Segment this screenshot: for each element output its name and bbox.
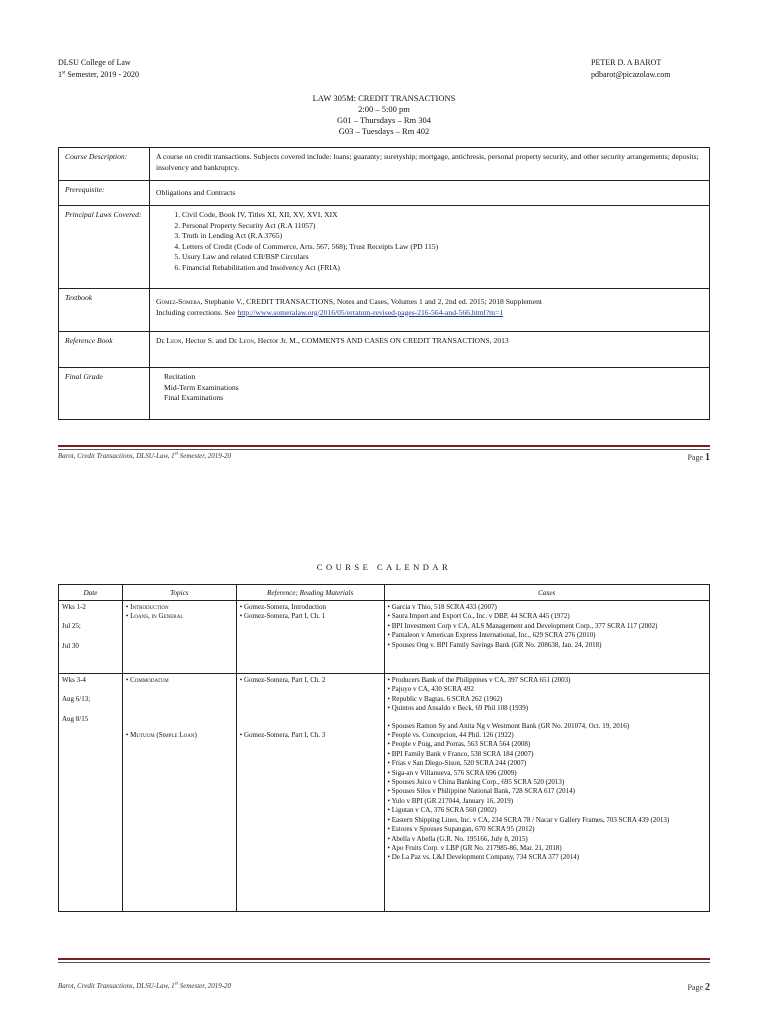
col-header-cases: Cases [384, 585, 709, 601]
case-item: • Yulo v BPI (GR 217044, January 16, 2019) [388, 797, 706, 806]
case-item: • BPI Investment Corp v CA, ALS Management and Development Corp., 377 SCRA 117 (2002) [388, 622, 706, 631]
case-item: • De La Paz vs. L&J Development Company, 734 SCRA 377 (2014) [388, 853, 706, 862]
reference-cell [236, 601, 384, 674]
professor-name: PETER D. A BAROT [591, 58, 662, 67]
cases-cell [384, 674, 709, 912]
grade-item: Recitation [164, 372, 196, 381]
textbook-link[interactable]: http://www.someralaw.org/2016/05/erratum-revised-pages-216-564-and-566.html?m=1 [237, 307, 504, 317]
reference-cell [236, 674, 384, 912]
description-label: Course Description: [59, 148, 150, 181]
case-item: • Pajuyo v CA, 430 SCRA 492 [388, 685, 706, 694]
case-item: • People vs. Concepcion, 44 Phil. 126 (1922) [388, 731, 706, 740]
page-number: Page 2 [687, 982, 710, 993]
course-info-table [58, 147, 710, 420]
case-item: • Ligutan v CA, 376 SCRA 560 (2002) [388, 806, 706, 815]
case-item: • Estores v Spouses Supangan, 670 SCRA 95 (2012) [388, 825, 706, 834]
footer-rule [58, 958, 710, 960]
grade-items [150, 368, 710, 420]
reference-row [59, 332, 710, 368]
prerequisite-row [59, 181, 710, 206]
laws-label: Principal Laws Covered: [59, 206, 150, 289]
school-name: DLSU College of Law [58, 58, 131, 67]
case-item: • Garcia v Thio, 518 SCRA 433 (2007) [388, 603, 706, 612]
course-time: 2:00 – 5:00 pm [358, 104, 410, 114]
footer-page-2: Barot, Credit Transactions, DLSU-Law, 1st Semester, 2019-20 Page 2 [58, 981, 710, 993]
case-item: • Siga-an v Villanueva, 576 SCRA 696 (2009) [388, 769, 706, 778]
topics-cell [122, 674, 236, 912]
grade-row [59, 368, 710, 420]
case-item: • Spouses Ong v. BPI Family Savings Bank (GR No. 208638, Jan. 24, 2018) [388, 641, 706, 650]
course-section-g01: G01 – Thursdays – Rm 304 [336, 115, 432, 125]
prerequisite-label: Prerequisite: [59, 181, 150, 206]
case-item: • People v Puig, and Porras, 563 SCRA 564 (2008) [388, 740, 706, 749]
case-item: • Producers Bank of the Philippines v CA, 397 SCRA 651 (2003) [388, 676, 706, 685]
calendar-header-row [59, 585, 710, 601]
law-item: 6. Financial Rehabilitation and Insolvency Act (FRIA) [182, 263, 703, 274]
grade-item: Final Examinations [164, 393, 224, 402]
laws-list [156, 210, 703, 273]
footer-rule-thin [58, 449, 710, 450]
law-item: 2. Personal Property Security Act (R.A 11057) [182, 221, 703, 232]
course-title: LAW 305M: CREDIT TRANSACTIONS [312, 93, 456, 103]
course-section-g03: G03 – Tuesdays – Rm 402 [338, 126, 430, 136]
case-item: • Frias v San Diego-Sison, 520 SCRA 244 (2007) [388, 759, 706, 768]
topic-item: • Mutuum (Simple Loan) [126, 731, 233, 740]
date-cell: Wks 1-2 Jul 25; Jul 30 [59, 601, 123, 674]
case-item: • Quintos and Ansaldo v Beck, 69 Phil 108 (1939) [388, 704, 706, 713]
grade-item: Mid-Term Examinations [164, 382, 239, 392]
reference-label: Reference Book [59, 332, 150, 368]
topic-item: • Introduction [126, 603, 233, 612]
footer-rule-thin [58, 962, 710, 963]
calendar-row-weeks-1-2 [59, 601, 710, 674]
case-item: • Eastern Shipping Lines, Inc. v CA, 234 SCRA 78 / Nacar v Gallery Frames, 703 SCRA 439 (2013) [388, 816, 706, 825]
case-item: • Spouses Silos v Philippine National Bank, 728 SCRA 617 (2014) [388, 787, 706, 796]
cases-cell [384, 601, 709, 674]
page-number: Page 1 [687, 452, 710, 463]
professor-email: pdbarot@picazolaw.com [591, 70, 671, 79]
calendar-title: COURSE CALENDAR [316, 562, 452, 572]
case-item: • Saura Import and Export Co., Inc. v DBP, 44 SCRA 445 (1972) [388, 612, 706, 621]
law-item: 3. Truth in Lending Act (R.A 3765) [182, 231, 703, 242]
laws-row [59, 206, 710, 289]
reference-item: • Gomez-Somera, Part I, Ch. 3 [240, 731, 381, 740]
calendar-row-weeks-3-4 [59, 674, 710, 912]
textbook-row [59, 289, 710, 332]
date-cell: Wks 3-4 Aug 6/13; Aug 8/15 [59, 674, 123, 912]
textbook-text: Gomez-Somera, Stephanie V., CREDIT TRANSACTIONS, Notes and Cases, Volumes 1 and 2, 2nd ed. 2015; 2018 Supplement Including corrections. See http://www.someralaw.org/2016/05/erratum-revised-pages-216-564-and-566.html?m=1 [150, 289, 710, 332]
description-text: A course on credit transactions. Subjects covered include: loans; guaranty; suretyship; mortgage, antichresis, personal property security, and other security arrangements; deposits; insolvency and bankruptcy. [150, 148, 710, 181]
topics-cell [122, 601, 236, 674]
reference-item: • Gomez-Somera, Part I, Ch. 2 [240, 676, 381, 685]
law-item: 1. Civil Code, Book IV, Titles XI, XII, XV, XVI, XIX [182, 210, 703, 221]
reference-item: • Gomez-Somera, Introduction [240, 603, 381, 612]
description-row [59, 148, 710, 181]
footer-rule [58, 445, 710, 447]
grade-label: Final Grade [59, 368, 150, 420]
laws-list-cell [150, 206, 710, 289]
case-item: • Spouses Ramon Sy and Anita Ng v Westmont Bank (GR No. 201074, Oct. 19, 2016) [388, 722, 706, 731]
case-item: • Abella v Abella (G.R. No. 195166, July 8, 2015) [388, 835, 706, 844]
law-item: 5. Usury Law and related CB/BSP Circulars [182, 252, 703, 263]
col-header-reference: Reference; Reading Materials [236, 585, 384, 601]
semester: 1st Semester, 2019 - 2020 [58, 70, 140, 79]
case-item: • Apo Fruits Corp. v LBP (GR No. 217985-86, Mar. 21, 2018) [388, 844, 706, 853]
textbook-label: Textbook [59, 289, 150, 332]
footer-page-1: Barot, Credit Transactions, DLSU-Law, 1st Semester, 2019-20 Page 1 [58, 451, 710, 463]
reference-text: De Leon, Hector S. and De Leon, Hector Jr. M., COMMENTS AND CASES ON CREDIT TRANSACTIONS, 2013 [150, 332, 710, 368]
prerequisite-text: Obligations and Contracts [150, 181, 710, 206]
case-item: • Pantaleon v American Express International, Inc., 629 SCRA 276 (2010) [388, 631, 706, 640]
reference-item: • Gomez-Somera, Part I, Ch. 1 [240, 612, 381, 621]
topic-item: • Commodatum [126, 676, 233, 685]
case-item: • Spouses Juico v China Banking Corp., 695 SCRA 520 (2013) [388, 778, 706, 787]
course-calendar-table [58, 584, 710, 912]
col-header-topics: Topics [122, 585, 236, 601]
case-item: • BPI Family Bank v Franco, 538 SCRA 184 (2007) [388, 750, 706, 759]
law-item: 4. Letters of Credit (Code of Commerce, Arts. 567, 568); Trust Receipts Law (PD 115) [182, 242, 703, 253]
case-item: • Republic v Bagtas, 6 SCRA 262 (1962) [388, 695, 706, 704]
topic-item: • Loans, in General [126, 612, 233, 621]
col-header-date: Date [59, 585, 123, 601]
